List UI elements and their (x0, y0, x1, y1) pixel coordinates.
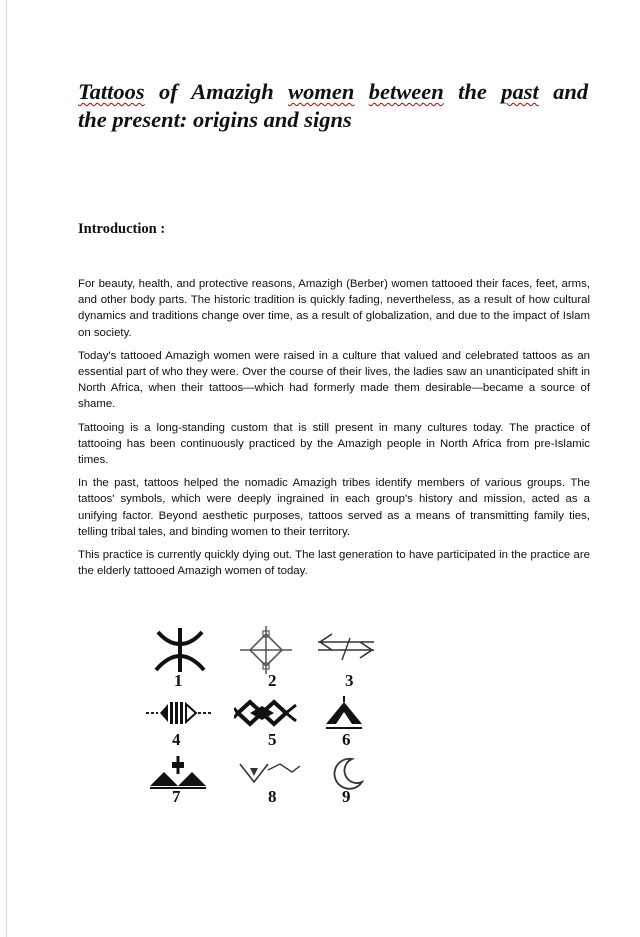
title-word: the (458, 79, 487, 104)
title-word: of (159, 79, 178, 104)
symbol-number: 9 (342, 787, 351, 806)
symbol-number: 3 (345, 671, 354, 690)
symbol-number: 6 (342, 730, 351, 749)
paragraph: For beauty, health, and protective reasons, Amazigh (Berber) women tattooed their faces, feet, arms, and other body parts. The historic tradition is quickly fading, nevertheless, as a result of how cultural dynamics and traditions change over time, as a result of globalization, and due to the impact of Islam on society. (78, 278, 590, 339)
paragraph: This practice is currently quickly dying out. The last generation to have participated in the practice are the elderly tattooed Amazigh women of today. (78, 549, 590, 578)
title-word: Tattoos (78, 79, 145, 104)
symbol-number: 5 (268, 730, 277, 749)
title-word: Amazigh (191, 79, 274, 104)
paragraph: Tattooing is a long-standing custom that is still present in many cultures today. The practice of tattooing has been continuously practiced by the Amazigh people in North Africa from pre-Islamic times. (78, 421, 590, 467)
paragraph: Today's tattooed Amazigh women were raised in a culture that valued and celebrated tattoos as an essential part of who they were. Over the course of their lives, the ladies saw an unanticipated shift in North Africa, when their tattoos—which had formerly made them desirable—became a source of shame. (78, 349, 590, 411)
section-heading: Introduction : (78, 221, 166, 237)
title-word: past (501, 79, 539, 104)
chevron-symbol-icon (238, 760, 302, 790)
title-word: and (553, 79, 589, 104)
paragraph: In the past, tattoos helped the nomadic Amazigh tribes identify members of various groups. The tattoos' symbols, which were deeply ingrained in each group's history and mission, acted as a unifying factor. Beyond aesthetic purposes, tattoos served as a means of transmitting family ties, telling tribal tales, and binding women to their territory. (78, 477, 590, 538)
symbol-number: 7 (172, 787, 181, 806)
title-word: between (368, 79, 444, 104)
title-word: women (288, 79, 355, 104)
double-arrow-symbol-icon (314, 628, 378, 670)
tattoo-symbols-figure (142, 622, 382, 812)
triangle-symbol-icon (322, 694, 366, 730)
title-line-2: the present: origins and signs (78, 107, 352, 132)
symbol-number: 4 (172, 730, 181, 749)
symbol-number: 8 (268, 787, 277, 806)
comb-symbol-icon (144, 696, 214, 730)
diamond-symbol-icon (238, 624, 294, 676)
body-text (78, 276, 590, 586)
document-title (78, 78, 588, 134)
braided-symbol-icon (234, 696, 300, 730)
symbol-number: 2 (268, 671, 277, 690)
amazigh-yaz-symbol-icon (150, 626, 210, 676)
symbol-number: 1 (174, 671, 183, 690)
mountain-symbol-icon (148, 754, 208, 790)
